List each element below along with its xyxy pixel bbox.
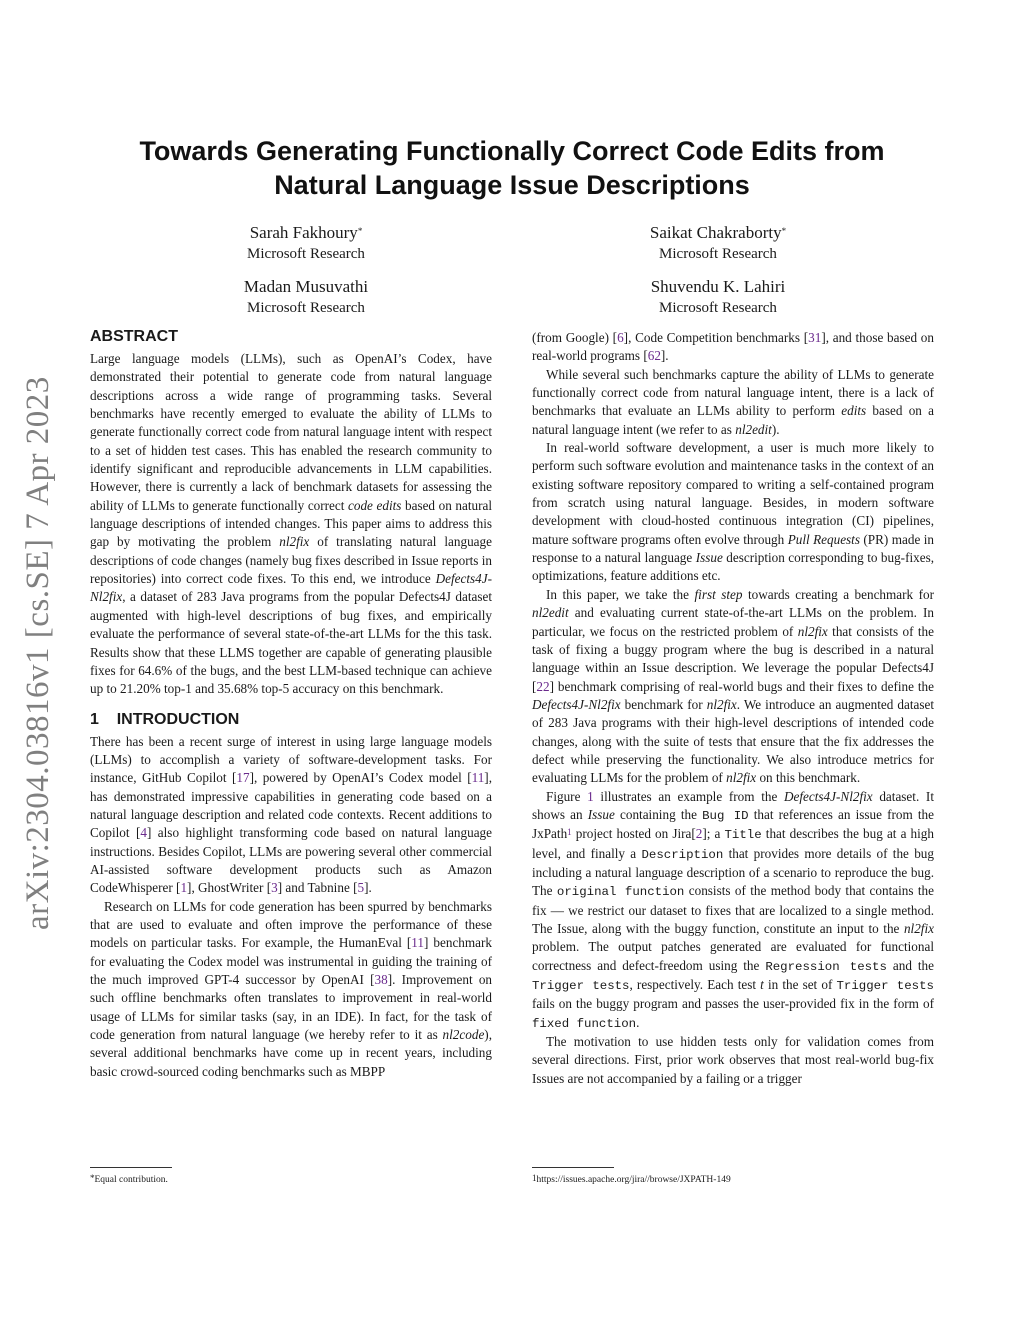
text-run: ] also highlight transforming code based on natural language instructions. Besides Copilot, LLMs are powering several other commercial AI-assisted software development products such as Amazon CodeWhisperer [ (90, 825, 493, 896)
footnote-left (90, 1174, 168, 1186)
emphasis-text: Defects4J-Nl2fix (784, 788, 873, 804)
text-run: . We introduce an augmented dataset of 283 Java programs with their high-level descriptions of intended code changes, along with the suite of tests that ensure that the fix addresses the defect while preserving the functionality. We also introduce metrics for evaluating LLMs for the problem of (532, 696, 934, 786)
citation-link[interactable]: 62 (647, 348, 661, 364)
emphasis-text: Pull Requests (787, 531, 860, 547)
emphasis-text: Defects4J-Nl2fix (532, 696, 621, 712)
text-run: ], powered by OpenAI’s Codex model [ (249, 770, 472, 786)
code-term: Title (724, 828, 762, 843)
text-run: ]; a (702, 826, 725, 842)
text-run: fails on the buggy program and passes the user-provided fix in the form of (532, 996, 934, 1012)
text-run: In this paper, we take the (546, 586, 695, 602)
text-run: The motivation to use hidden tests only for validation comes from several directions. First, prior work observes that most real-world bug-fix Issues are not accompanied by a failing or a trigger (532, 1034, 934, 1086)
author-name: Shuvendu K. Lahiri (650, 277, 786, 296)
emphasis-text: Defects4J-Nl2fix (90, 571, 492, 605)
text-run: , a dataset of 283 Java programs from the popular Defects4J dataset augmented with high-level descriptions of bug fixes, and empirically evaluate the performance of several state-of-the-art LLMs for the this task. Results show that these LLMS together are capable of generating plausible fixes for 64.6% of the bugs, and the best LLM-based technique can achieve up to 21.20% top-1 and 35.68% top-5 accuracy on this benchmark. (90, 589, 492, 697)
emphasis-text: nl2edit (532, 605, 569, 621)
text-run: ]. Improvement on such offline benchmarks often translates to improvement in real-world usage of LLMs for similar tasks (say, in an IDE). In fact, for the task of code generation from natural language (we hereby refer to it as (90, 972, 493, 1043)
footnote-rule (532, 1167, 614, 1168)
citation-link[interactable]: 2 (695, 826, 703, 842)
text-run: containing the (614, 806, 703, 822)
emphasis-text: nl2fix (797, 623, 828, 639)
author-affiliation: Microsoft Research (247, 300, 365, 316)
body-paragraph (532, 366, 934, 439)
emphasis-text: edits (841, 403, 867, 419)
body-paragraph (532, 329, 934, 366)
text-run: ). (771, 421, 780, 437)
text-run: * (90, 1173, 95, 1183)
text-run: Saikat Chakraborty (649, 223, 782, 242)
text-run: 1 (532, 1173, 537, 1183)
text-run: Sarah Fakhoury (249, 223, 358, 242)
emphasis-text: code edits (348, 497, 402, 513)
text-run: (PR) made in response to a natural language (532, 531, 935, 566)
code-term: Trigger tests (532, 979, 630, 994)
text-run: consists of the method body that contains the fix — we restrict our dataset to fixes that are localized to a single method. The Issue, along with the buggy function, constitute an input to the (532, 883, 934, 936)
figure-link[interactable]: 1 (587, 788, 594, 804)
citation-link[interactable]: 11 (471, 770, 485, 786)
footnote-url[interactable]: https://issues.apache.org/jira//browse/JXPATH-149 (536, 1175, 731, 1185)
left-column (90, 326, 492, 1081)
author-name (156, 222, 456, 244)
text-run: description corresponding to bug-fixes, optimizations, feature additions etc. (532, 550, 934, 584)
right-column (532, 329, 934, 1088)
text-run: Equal contribution. (94, 1175, 168, 1185)
citation-link[interactable]: 5 (357, 880, 365, 896)
text-run: Large language models (LLMs), such as OpenAI’s Codex, have demonstrated their potential to generate code from natural language descriptions across a wide range of programming tasks. Several benchmarks have recently emerged to evaluate the ability of LLMs to generate functionally correct code from natural language intent with respect to a set of hidden test cases. This has enabled the research community to identify significant and reproducible advancements in LLM capabilities. However, there is currently a lack of benchmark datasets for assessing the ability of LLMs to generate functionally correct (90, 351, 492, 513)
text-run: While several such benchmarks capture the ability of LLMs to generate functionally correct code from natural language intent, there is a lack of benchmarks that evaluate an LLMs ability to perform (532, 366, 934, 419)
text-run: ), several additional benchmarks have come up in recent years, including basic crowd-sourced coding benchmarks such as MBPP (90, 1027, 492, 1079)
code-term: original function (556, 885, 685, 900)
emphasis-text: nl2code (442, 1027, 485, 1043)
text-run: that references an issue from the JxPath (532, 806, 935, 842)
footnote-link[interactable]: 1 (567, 827, 572, 838)
citation-link[interactable]: 1 (180, 880, 188, 896)
citation-link[interactable]: 31 (808, 330, 822, 345)
citation-link[interactable]: 17 (236, 770, 250, 786)
emphasis-text: nl2edit (735, 421, 772, 437)
text-run: that provides more details of the bug including a natural language description of a scenario to reproduce the bug. The (532, 845, 934, 899)
code-term: Regression tests (765, 959, 887, 974)
text-run: and evaluating current state-of-the-art LLMs on the problem. In particular, we focus on the restricted problem of (532, 605, 934, 639)
emphasis-text: Issue (695, 550, 723, 566)
footnote-right (532, 1174, 731, 1186)
text-run: ]. (364, 880, 372, 896)
text-run: problem. The output patches generated are evaluated for functional correctness and defect-freedom using the (532, 939, 934, 973)
body-paragraph (532, 1033, 934, 1088)
author-name: Madan Musuvathi (243, 277, 369, 296)
citation-link[interactable]: 6 (617, 330, 624, 345)
text-run: INTRODUCTION (116, 710, 240, 728)
emphasis-text: first step (694, 586, 743, 602)
text-run: and the (886, 957, 934, 973)
emphasis-text: nl2fix (279, 534, 310, 550)
text-run: (from Google) [ (532, 330, 618, 345)
title-line-2: Natural Language Issue Descriptions (274, 170, 750, 200)
text-run: that consists of the task of fixing a buggy program where the bug is described in a natural language within an Issue description. We leverage the popular Defects4J [ (532, 623, 934, 694)
emphasis-text: nl2fix (706, 696, 737, 712)
text-run: ], GhostWriter [ (187, 880, 272, 896)
body-paragraph (532, 788, 934, 1033)
introduction-heading (90, 709, 492, 731)
text-run: ] benchmark for evaluating the Codex model was instrumental in guiding the training of the much improved GPT-4 successor by OpenAI [ (90, 935, 492, 987)
text-run: towards creating a benchmark for (742, 586, 934, 602)
arxiv-stamp-text: arXiv:2304.03816v1 [cs.SE] 7 Apr 2023 (20, 376, 56, 930)
text-run: of translating natural language descriptions of code changes (namely bug fixes described in Issue reports in repositories) into correct code fixes. To this end, we introduce (90, 534, 492, 587)
code-term: Trigger tests (836, 979, 934, 994)
text-run: illustrates an example from the (593, 788, 785, 804)
text-run: project hosted on Jira[ (571, 826, 696, 842)
abstract-heading: ABSTRACT (90, 328, 178, 345)
title-line-1: Towards Generating Functionally Correct Code Edits from (139, 136, 885, 166)
text-run: based on natural language descriptions of intended changes. This paper aims to address this gap by motivating the problem (90, 497, 492, 550)
code-term: Description (641, 847, 724, 862)
author-block (156, 222, 456, 264)
citation-link[interactable]: 38 (374, 972, 388, 987)
text-run: In real-world software development, a user is much more likely to perform such software evolution and maintenance tasks in the context of an existing software repository compared to writing a self-contained program from scratch using natural language. Besides, in modern software development with cloud-hosted continuous integration (CI) pipelines, mature software programs often evolve through (532, 440, 934, 547)
body-paragraph (532, 586, 934, 788)
text-run: in the set of (763, 977, 837, 993)
author-affiliation: Microsoft Research (247, 246, 365, 262)
text-run: ] and Tabnine [ (277, 880, 358, 896)
body-paragraph (532, 439, 934, 586)
code-term: fixed function (532, 1016, 637, 1031)
text-run: 1 (90, 710, 99, 728)
text-run: that describes the bug at a high level, and finally a (532, 826, 934, 861)
author-name (568, 222, 868, 244)
text-run: ], and those based on real-world programs [ (532, 330, 934, 364)
text-run: , respectively. Each test (629, 977, 761, 993)
author-affiliation: Microsoft Research (659, 300, 777, 316)
emphasis-text: nl2fix (726, 770, 757, 786)
text-run: dataset. It shows an (532, 788, 934, 822)
text-run: * (781, 226, 787, 236)
emphasis-text: Issue (587, 806, 615, 822)
intro-paragraph (90, 733, 492, 898)
author-block (568, 276, 868, 318)
emphasis-text: nl2fix (903, 921, 934, 936)
text-run: There has been a recent surge of interest in using large language models (LLMs) to accomplish a variety of software-development tasks. For instance, GitHub Copilot [ (90, 733, 492, 786)
abstract-text (90, 350, 492, 699)
text-run: Research on LLMs for code generation has been spurred by benchmarks that are used to evaluate and often improve the performance of these models on particular tasks. For example, the HumanEval [ (90, 898, 492, 951)
text-run: * (357, 226, 363, 236)
author-affiliation: Microsoft Research (659, 246, 777, 262)
text-run: Figure (546, 788, 588, 804)
text-run: benchmark for (620, 696, 707, 712)
text-run: . (636, 1014, 640, 1030)
author-block (568, 222, 868, 264)
citation-link[interactable]: 22 (536, 678, 550, 694)
intro-paragraph (90, 898, 492, 1081)
text-run: ]. (660, 348, 669, 364)
paper-title (90, 134, 934, 202)
text-run: ], Code Competition benchmarks [ (623, 330, 809, 345)
citation-link[interactable]: 3 (271, 880, 278, 896)
text-run: ] benchmark comprising of real-world bugs and their fixes to define the (549, 678, 934, 694)
footnote-rule (90, 1167, 172, 1168)
text-run: ], has demonstrated impressive capabilities in generating code based on a natural language description and related code contexts. Recent additions to Copilot [ (90, 770, 492, 841)
citation-link[interactable]: 11 (411, 935, 424, 951)
text-run: on this benchmark. (756, 770, 861, 786)
author-block (156, 276, 456, 318)
code-term: Bug ID (702, 808, 749, 823)
emphasis-text: t (760, 977, 764, 993)
citation-link[interactable]: 4 (140, 825, 147, 841)
text-run: based on a natural language intent (we refer to as (532, 403, 935, 437)
